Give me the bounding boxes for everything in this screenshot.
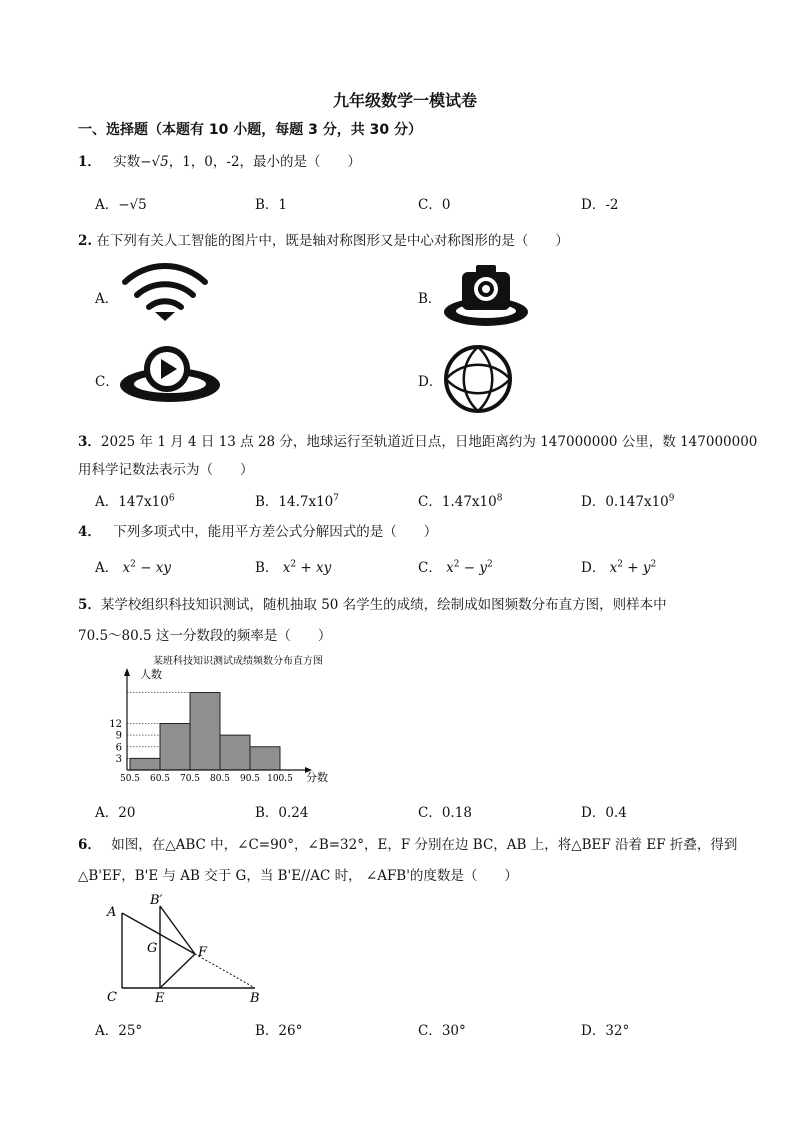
option-a[interactable]: A．25°	[95, 1023, 143, 1039]
option-a[interactable]: A．	[95, 291, 119, 307]
option-b[interactable]: B．$14.7x10^7$	[255, 493, 340, 510]
question-number: 5．	[78, 597, 101, 613]
question-number: 6．	[78, 837, 101, 853]
point-label: E	[155, 991, 165, 1006]
question-number: 2.	[78, 233, 93, 249]
option-c[interactable]: C． $x^2 - y^2$	[418, 559, 493, 576]
question-4	[78, 520, 437, 540]
camera-icon	[442, 262, 530, 328]
question-text: 用科学记数法表示为（ ）	[78, 462, 254, 478]
option-a[interactable]: A．20	[95, 805, 136, 821]
histogram-bar	[250, 747, 280, 770]
y-axis-arrow	[124, 668, 130, 676]
point-label: C	[107, 990, 117, 1005]
option-b[interactable]: B．0.24	[255, 805, 309, 821]
math-expr: −√5	[140, 154, 169, 170]
wifi-icon	[122, 262, 208, 322]
y-axis-label: 人数	[140, 668, 162, 681]
histogram-bar	[160, 724, 190, 771]
section-heading: 一、选择题（本题有 10 小题，每题 3 分，共 30 分）	[78, 122, 422, 138]
option-c[interactable]: C．$1.47x10^8$	[418, 493, 503, 510]
y-tick-label: 9	[115, 730, 122, 742]
x-tick-label: 60.5	[149, 774, 171, 784]
x-tick-label: 100.5	[267, 774, 293, 784]
option-a[interactable]: A． $x^2$ − xy	[95, 559, 172, 576]
question-number: 1．	[78, 154, 101, 170]
point-label: G	[147, 941, 158, 956]
x-tick-label: 50.5	[119, 774, 141, 784]
point-label: A	[107, 905, 117, 920]
option-c[interactable]: C．0.18	[418, 805, 472, 821]
option-a[interactable]: A．$147x10^6$	[95, 493, 175, 510]
question-text: 下列多项式中，能用平方差公式分解因式的是（ ）	[113, 524, 438, 540]
question-number: 4．	[78, 524, 101, 540]
option-a[interactable]: A．−√5	[95, 197, 147, 213]
globe-icon	[443, 344, 513, 414]
point-label: B	[250, 991, 260, 1006]
option-d[interactable]: D． $x^2 + y^2$	[581, 559, 657, 576]
option-c[interactable]: C．0	[418, 197, 451, 213]
option-d[interactable]: D．0.4	[581, 805, 627, 821]
question-6	[78, 833, 737, 853]
option-d[interactable]: D．-2	[581, 197, 619, 213]
histogram-chart	[100, 650, 340, 790]
question-text: 如图，在△ABC 中，∠C=90°，∠B=32°，E，F 分别在边 BC，AB 上，将△BEF 沿着 EF 折叠，得到	[111, 837, 738, 853]
x-tick-label: 90.5	[239, 774, 261, 784]
question-text: ，1，0，-2，最小的是（ ）	[168, 154, 362, 170]
point-label: F	[198, 945, 208, 960]
option-d[interactable]: D．	[418, 374, 443, 390]
histogram-bar	[130, 758, 160, 770]
option-c[interactable]: C．30°	[418, 1023, 466, 1039]
option-b[interactable]: B． $x^2$ + xy	[255, 559, 332, 576]
y-tick-label: 3	[115, 753, 122, 765]
question-text: 某学校组织科技知识测试，随机抽取 50 名学生的成绩，绘制成如图频数分布直方图，则样本中	[100, 597, 667, 613]
histogram-bar	[220, 735, 250, 770]
option-b[interactable]: B．1	[255, 197, 288, 213]
play-icon	[118, 342, 224, 408]
question-text: 2025 年 1 月 4 日 13 点 28 分，地球运行至轨道近日点，日地距离约为 147000000 公里，数 147000000	[100, 434, 758, 450]
question-text: 实数	[113, 154, 141, 170]
option-d[interactable]: D．32°	[581, 1023, 630, 1039]
y-tick-label: 12	[109, 719, 122, 730]
option-b[interactable]: B．26°	[255, 1023, 303, 1039]
question-text: 70.5～80.5 这一分数段的频率是（ ）	[78, 628, 332, 644]
question-text: △B'EF，B'E 与 AB 交于 G，当 B'E//AC 时， ∠AFB'的度数是（ ）	[78, 868, 518, 884]
option-b[interactable]: B．	[418, 291, 442, 307]
question-3	[78, 430, 757, 450]
question-5	[78, 593, 667, 613]
option-c[interactable]: C．	[95, 374, 119, 390]
x-tick-label: 80.5	[209, 774, 231, 784]
x-tick-label: 70.5	[179, 774, 201, 784]
point-label: B′	[150, 893, 163, 908]
histogram-bar	[190, 693, 220, 771]
page-title: 九年级数学一模试卷	[333, 91, 478, 110]
question-number: 3．	[78, 434, 101, 450]
option-d[interactable]: D．$0.147x10^9$	[581, 493, 675, 510]
question-2	[78, 229, 569, 249]
question-text: 在下列有关人工智能的图片中，既是轴对称图形又是中心对称图形的是（ ）	[96, 233, 569, 249]
question-1	[78, 150, 361, 170]
x-axis-label: 分数	[306, 771, 328, 784]
chart-title: 某班科技知识测试成绩频数分布直方图	[153, 656, 323, 667]
geometry-figure	[100, 888, 280, 1008]
y-tick-label: 6	[115, 742, 122, 754]
